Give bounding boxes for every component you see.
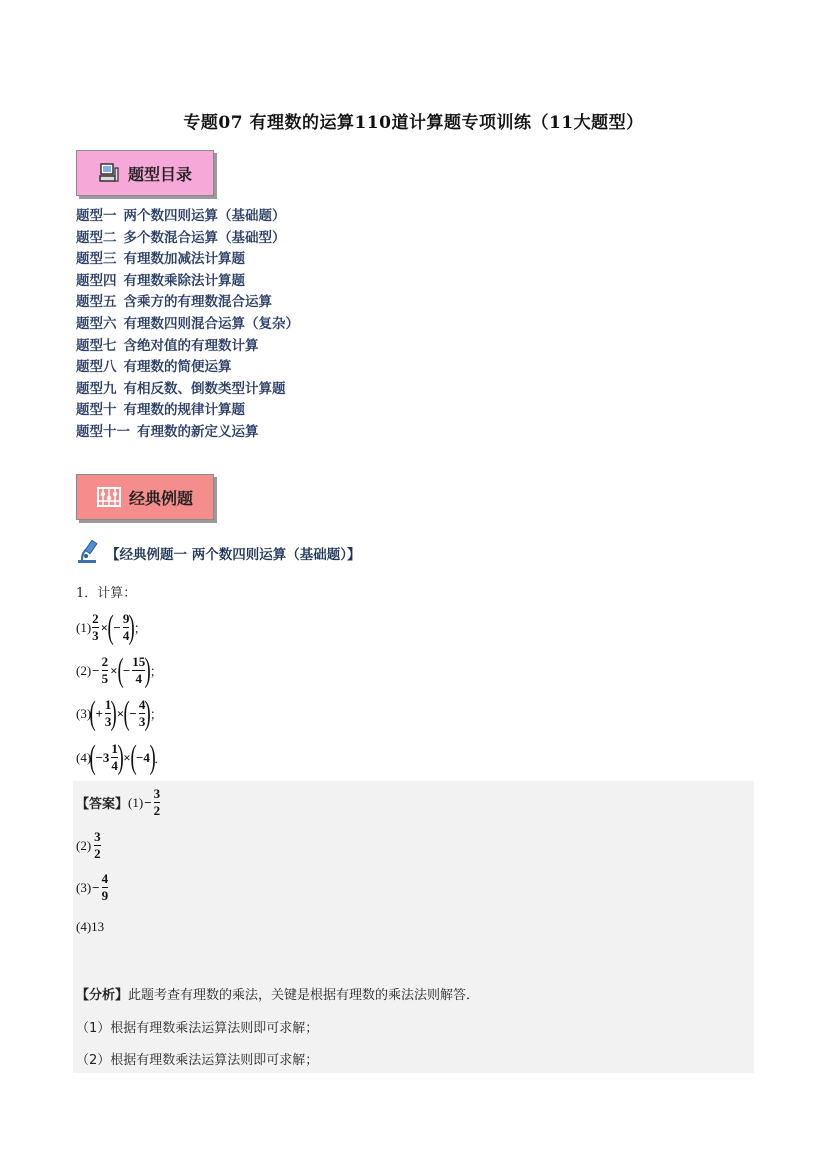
answer-label: 【答案】 xyxy=(76,797,129,812)
fraction: $\frac{1}{4}$ xyxy=(111,741,118,773)
toc-item[interactable]: 题型九 有相反数、倒数类型计算题 xyxy=(76,380,286,397)
toc-badge-label: 题型目录 xyxy=(127,164,192,184)
toc-item[interactable]: 题型十 有理数的规律计算题 xyxy=(76,402,245,419)
fraction: $\frac{2}{3}$ xyxy=(92,611,99,643)
example-badge xyxy=(76,474,214,520)
toc-item[interactable]: 题型十一 有理数的新定义运算 xyxy=(76,423,259,440)
analysis-label: 【分析】 xyxy=(76,988,129,1003)
fraction: $\frac{3}{2}$ xyxy=(153,786,161,818)
fraction: $\frac{1}{3}$ xyxy=(104,697,112,729)
answer-item-4: (4) 13 xyxy=(76,919,105,934)
abacus-icon xyxy=(97,487,121,507)
page-title: 专题07 有理数的运算110道计算题专项训练（11大题型） xyxy=(183,113,644,133)
example-heading xyxy=(76,538,360,568)
answer-item-3: (3) − $\frac{4}{9}$ xyxy=(76,871,109,903)
fraction: $\frac{9}{4}$ xyxy=(122,611,130,643)
analysis-line: （1）根据有理数乘法运算法则即可求解； xyxy=(76,1021,319,1036)
example-heading-text: 【经典例题一 两个数四则运算（基础题）】 xyxy=(106,547,361,563)
example-badge-label: 经典例题 xyxy=(128,488,193,508)
question-item-3: (3) ( + $\frac{1}{3}$ ) × ( − $\frac{4}{3}$ ) ； xyxy=(76,694,163,732)
toc-list xyxy=(76,206,299,444)
toc-item[interactable]: 题型三 有理数加减法计算题 xyxy=(76,251,245,268)
toc-item[interactable]: 题型五 含乘方的有理数混合运算 xyxy=(76,294,272,311)
microscope-icon xyxy=(76,538,102,568)
toc-badge xyxy=(76,150,214,196)
fraction: $\frac{4}{3}$ xyxy=(138,697,146,729)
question-intro: 1．计算： xyxy=(76,586,137,601)
fraction: $\frac{4}{9}$ xyxy=(101,871,109,903)
question-item-1: (1) $\frac{2}{3}$ × ( − $\frac{9}{4}$ ) ； xyxy=(76,608,147,646)
answer-item-1: 【答案】 (1) − $\frac{3}{2}$ xyxy=(76,786,161,818)
analysis-paragraph: 【分析】此题考查有理数的乘法，关键是根据有理数的乘法法则解答． xyxy=(76,988,480,1003)
analysis-line: （2）根据有理数乘法运算法则即可求解； xyxy=(76,1053,319,1068)
fraction: $\frac{3}{2}$ xyxy=(94,829,101,861)
question-item-2: (2) − $\frac{2}{5}$ × ( − $\frac{15}{4}$ ) ； xyxy=(76,651,163,689)
toc-item[interactable]: 题型七 含绝对值的有理数计算 xyxy=(76,337,259,354)
monitor-icon xyxy=(98,162,120,184)
toc-item[interactable]: 题型一 两个数四则运算（基础题） xyxy=(76,208,286,224)
toc-item[interactable]: 题型六 有理数四则混合运算（复杂） xyxy=(76,315,299,332)
toc-item[interactable]: 题型二 多个数混合运算（基础型） xyxy=(76,229,286,246)
question-item-4: (4) ( −3 $\frac{1}{4}$ ) × ( −4 ) ． xyxy=(76,738,168,776)
answer-item-2: (2) $\frac{3}{2}$ xyxy=(76,829,101,861)
fraction: $\frac{2}{5}$ xyxy=(101,654,109,686)
fraction: $\frac{15}{4}$ xyxy=(132,654,146,686)
toc-item[interactable]: 题型八 有理数的简便运算 xyxy=(76,359,232,376)
toc-item[interactable]: 题型四 有理数乘除法计算题 xyxy=(76,272,245,289)
